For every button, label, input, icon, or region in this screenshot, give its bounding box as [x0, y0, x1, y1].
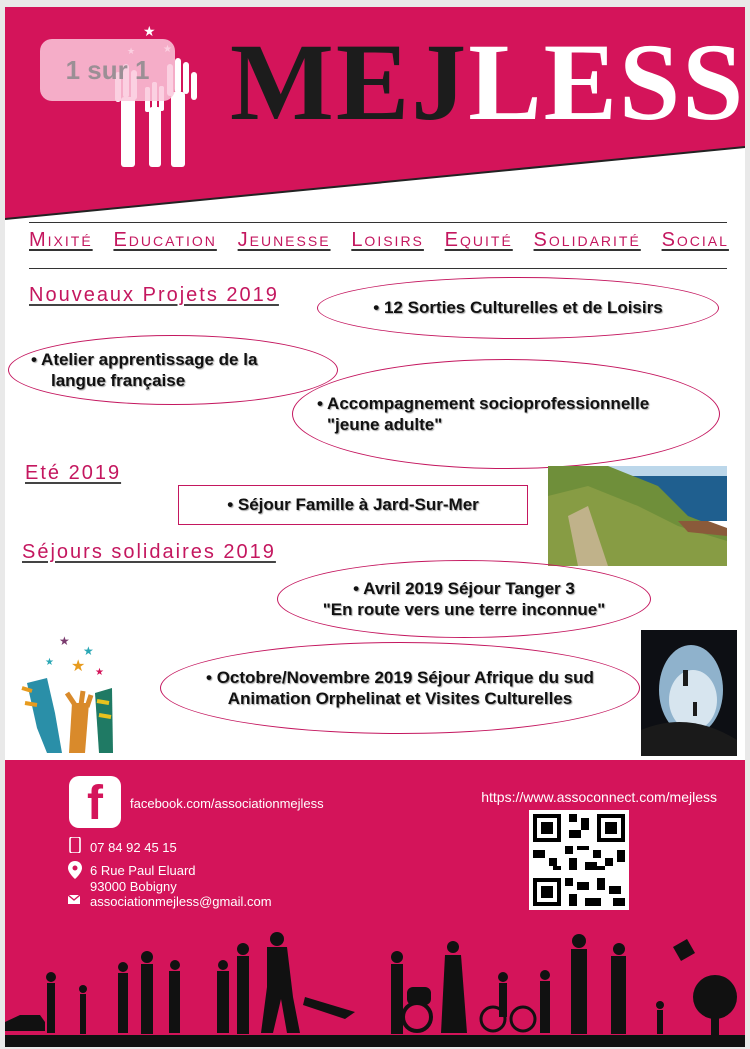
logo-wordmark — [230, 21, 745, 143]
silhouettes-illustration — [5, 927, 745, 1047]
section-title-ete: Eté 2019 — [25, 462, 122, 484]
logo-light-part: LESS — [468, 21, 745, 143]
divider-top — [29, 222, 727, 223]
email-icon — [68, 895, 80, 904]
value-word: Equité — [444, 229, 513, 251]
painted-hands-icon — [17, 633, 117, 753]
value-word: Social — [661, 229, 729, 251]
bubble-atelier: • Atelier apprentissage de la langue française — [8, 335, 338, 405]
poster — [5, 7, 745, 1047]
facebook-link[interactable]: facebook.com/associationmejless — [130, 796, 324, 811]
section-title-projets: Nouveaux Projets 2019 — [29, 284, 279, 306]
svg-text:★: ★ — [83, 644, 94, 658]
coastline-photo — [548, 466, 727, 566]
footer — [5, 760, 745, 1047]
address: 6 Rue Paul Eluard 93000 Bobigny — [90, 863, 196, 894]
value-word: Education — [113, 229, 217, 251]
cave-photo — [641, 630, 737, 756]
divider-bottom — [29, 268, 727, 269]
value-word: Jeunesse — [237, 229, 331, 251]
svg-text:★: ★ — [95, 667, 104, 678]
phone-icon — [69, 837, 81, 853]
value-word: Loisirs — [351, 229, 424, 251]
bubble-tanger: • Avril 2019 Séjour Tanger 3 "En route vers une terre inconnue" — [277, 560, 651, 638]
header-banner — [5, 7, 745, 227]
section-title-sejours: Séjours solidaires 2019 — [22, 541, 276, 563]
bubble-accompagnement: • Accompagnement socioprofessionnelle "jeune adulte" — [292, 359, 720, 469]
svg-text:★: ★ — [71, 658, 86, 675]
svg-text:★: ★ — [59, 634, 70, 648]
value-word: Mixité — [29, 229, 93, 251]
website-link[interactable]: https://www.assoconnect.com/mejless — [481, 789, 717, 805]
bubble-afrique: • Octobre/Novembre 2019 Séjour Afrique du sud Animation Orphelinat et Visites Culturelles — [160, 642, 640, 734]
values-line — [29, 229, 729, 252]
svg-text:★: ★ — [45, 657, 54, 668]
facebook-icon[interactable]: f — [69, 776, 121, 828]
location-pin-icon — [68, 861, 82, 879]
email-address[interactable]: associationmejless@gmail.com — [90, 894, 272, 909]
qr-code-icon[interactable] — [529, 810, 629, 910]
logo-dark-part: MEJ — [230, 21, 469, 143]
bubble-sorties: • 12 Sorties Culturelles et de Loisirs — [317, 277, 719, 339]
value-word: Solidarité — [533, 229, 641, 251]
box-sejour-famille: • Séjour Famille à Jard-Sur-Mer — [178, 485, 528, 525]
phone-number: 07 84 92 45 15 — [90, 840, 177, 855]
svg-text:★: ★ — [143, 23, 156, 39]
page-count-badge: 1 sur 1 — [40, 39, 175, 101]
